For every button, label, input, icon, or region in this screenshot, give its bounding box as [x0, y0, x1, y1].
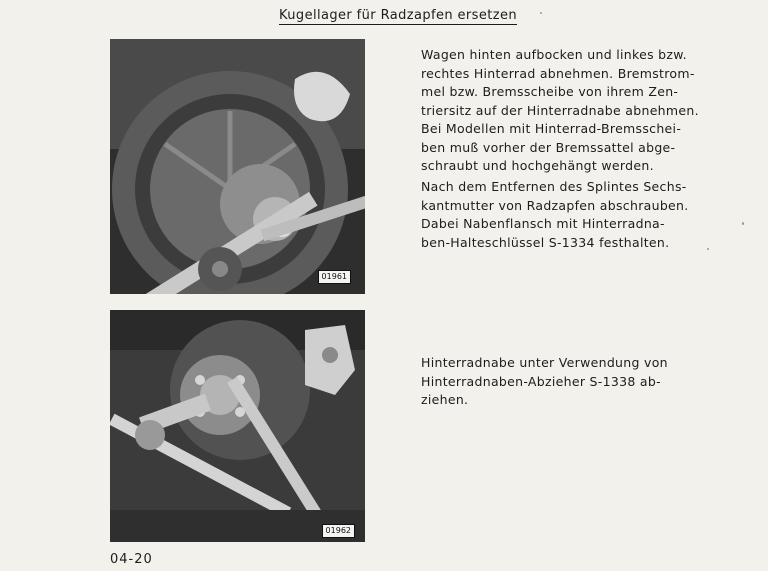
hub-puller-illustration: [110, 310, 365, 542]
figure-photo-hub-puller: [110, 310, 365, 542]
scan-speck: [707, 248, 709, 250]
figure-number-label: 01962: [322, 524, 355, 538]
hub-wrench-illustration: [110, 39, 365, 294]
figure-photo-hub-wrench: [110, 39, 365, 294]
scan-speck: [742, 222, 744, 225]
figure-number-label: 01961: [318, 270, 351, 284]
scan-speck: [540, 12, 542, 14]
instruction-paragraph: Wagen hinten aufbocken und linkes bzw. rechtes Hinterrad abnehmen. Bremstrom- mel bzw. Bremsscheibe von ihrem Zen- triersitz auf der Hinterradnabe abnehmen. Bei Modellen mit Hinterrad-Bremsschei- ben muß vorher der Bremssattel abge- schraubt und hochgehängt werden.: [421, 47, 699, 173]
page-number: 04-20: [110, 552, 153, 567]
instruction-paragraph: Nach dem Entfernen des Splintes Sechs- kantmutter von Radzapfen abschrauben. Dabei Nabenflansch mit Hinterradna- ben-Halteschlüssel S-1334 festhalten.: [421, 179, 689, 250]
page-title: Kugellager für Radzapfen ersetzen: [279, 8, 518, 23]
instruction-paragraph: Hinterradnabe unter Verwendung von Hinterradnaben-Abzieher S-1338 ab- ziehen.: [421, 355, 668, 407]
